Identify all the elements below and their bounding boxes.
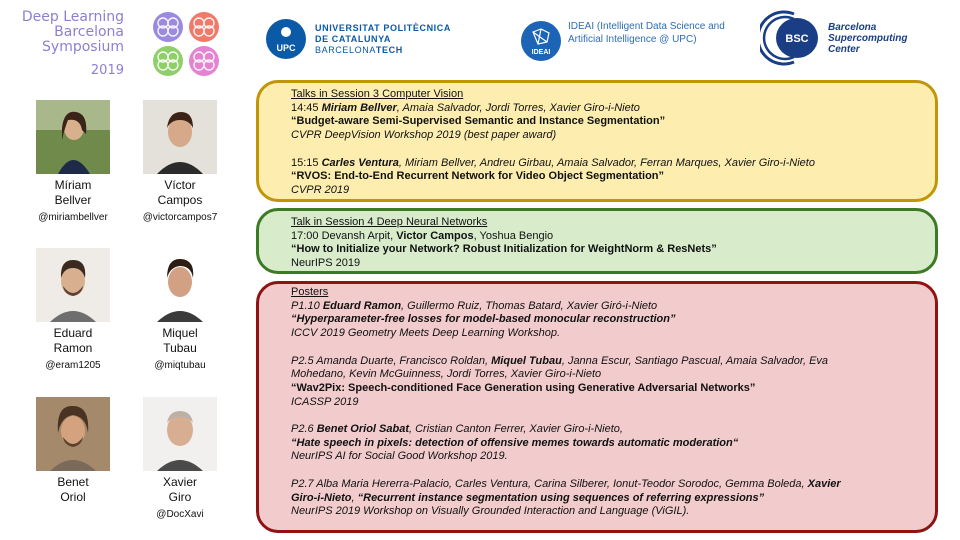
- bsc-line1: Barcelona: [828, 21, 877, 33]
- person-handle: @victorcampos7: [142, 212, 218, 223]
- session-computer-vision: [256, 80, 938, 202]
- ideai-seal-icon: [520, 20, 562, 62]
- person-handle: @miriambellver: [38, 212, 108, 223]
- poster-item: [291, 423, 935, 464]
- person-first-name: Eduard: [53, 326, 93, 340]
- talk-item: [291, 102, 935, 143]
- bsc-rings-icon: [760, 10, 824, 66]
- avatar: [36, 248, 110, 322]
- symposium-logo-icon: [150, 10, 222, 78]
- session-title: Talks in Session 3 Computer Vision: [291, 88, 464, 100]
- person-benet: [23, 397, 123, 505]
- person-first-name: Miquel: [162, 326, 198, 340]
- svg-text:UPC: UPC: [276, 43, 296, 53]
- person-last-name: Oriol: [60, 490, 86, 504]
- person-handle: @eram1205: [45, 360, 101, 371]
- session-title: Posters: [291, 286, 329, 298]
- person-miquel: [130, 248, 230, 372]
- poster-authors: P2.5 Amanda Duarte, Francisco Roldan, Miquel Tubau, Janna Escur, Santiago Pascual, Amaia Salvador, Eva: [291, 354, 829, 367]
- person-first-name: Benet: [57, 475, 89, 489]
- talk-authors: 17:00 Devansh Arpit, Victor Campos, Yoshua Bengio: [291, 229, 554, 242]
- talk-authors: 15:15 Carles Ventura, Miriam Bellver, Andreu Girbau, Amaia Salvador, Ferran Marques, Xavier Giro-i-Nieto: [291, 156, 815, 169]
- person-first-name: Xavier: [162, 475, 197, 489]
- avatar: [143, 248, 217, 322]
- poster-authors: P2.6 Benet Oriol Sabat, Cristian Canton Ferrer, Xavier Giro-i-Nieto,: [291, 423, 623, 435]
- person-last-name: Ramon: [53, 341, 93, 355]
- talk-authors: 14:45 Miriam Bellver, Amaia Salvador, Jordi Torres, Xavier Giro-i-Nieto: [291, 101, 640, 114]
- talk-venue: CVPR 2019: [291, 183, 350, 196]
- upc-line1: UNIVERSITAT POLITÈCNICA: [315, 22, 451, 33]
- session-posters: [256, 281, 938, 533]
- event-title-line3: Symposium: [42, 39, 124, 55]
- avatar: [143, 100, 217, 174]
- avatar: [36, 100, 110, 174]
- event-title: [20, 10, 124, 79]
- talk-venue: NeurIPS 2019: [291, 257, 361, 270]
- upc-line2: DE CATALUNYA: [315, 33, 392, 44]
- event-year: 2019: [90, 63, 124, 78]
- person-miriam: [23, 100, 123, 224]
- bsc-line3: Center: [828, 43, 860, 55]
- bsc-logo: [760, 10, 907, 66]
- person-handle: @miqtubau: [154, 360, 206, 371]
- avatar: [143, 397, 217, 471]
- talk-venue: CVPR DeepVision Workshop 2019 (best paper award): [291, 129, 557, 142]
- poster-authors: P2.7 Alba Maria Hererra-Palacio, Carles Ventura, Carina Silberer, Ionut-Teodor Sorodoc, Gemma Boleda, Xavier: [291, 477, 841, 490]
- poster-title: “Hyperparameter-free losses for model-based monocular reconstruction”: [291, 313, 676, 326]
- ideai-description: IDEAI (Intelligent Data Science and Artificial Intelligence @ UPC): [568, 21, 725, 45]
- person-last-name: Campos: [157, 193, 203, 207]
- upc-line3: BARCELONATECH: [315, 44, 403, 55]
- poster-title: “Wav2Pix: Speech-conditioned Face Generation using Generative Adversarial Networks”: [291, 381, 756, 394]
- person-xavier: [130, 397, 230, 521]
- session-deep-neural-networks: [256, 208, 938, 274]
- poster-item: [291, 355, 935, 410]
- person-eduard: [23, 248, 123, 372]
- talk-title: “Budget-aware Semi-Supervised Semantic and Instance Segmentation”: [291, 115, 666, 128]
- talk-title: “RVOS: End-to-End Recurrent Network for Video Object Segmentation”: [291, 170, 665, 183]
- talk-title: “How to Initialize your Network? Robust Initialization for WeightNorm & ResNets”: [291, 243, 717, 256]
- upc-seal-icon: [265, 18, 307, 60]
- person-last-name: Giro: [168, 490, 192, 504]
- poster-venue: NeurIPS 2019 Workshop on Visually Grounded Interaction and Language (ViGIL).: [291, 505, 690, 518]
- person-first-name: Míriam: [54, 178, 92, 192]
- svg-text:BSC: BSC: [785, 33, 809, 45]
- session-title: Talk in Session 4 Deep Neural Networks: [291, 216, 488, 228]
- person-first-name: Víctor: [164, 178, 196, 192]
- svg-text:IDEAI: IDEAI: [531, 49, 551, 56]
- person-last-name: Tubau: [163, 341, 197, 355]
- ideai-logo: [520, 20, 748, 62]
- avatar: [36, 397, 110, 471]
- talk-item: [291, 157, 935, 198]
- event-title-line2: Barcelona: [54, 24, 124, 40]
- upc-logo: [265, 18, 451, 60]
- poster-item: [291, 300, 935, 341]
- poster-authors-cont: Giro-i-Nieto, “Recurrent instance segmentation using sequences of referring expressions”: [291, 491, 765, 504]
- poster-authors: P1.10 Eduard Ramon, Guillermo Ruiz, Thomas Batard, Xavier Giró-i-Nieto: [291, 299, 658, 312]
- event-title-line1: Deep Learning: [21, 9, 124, 25]
- poster-item: [291, 478, 935, 519]
- poster-authors-cont: Mohedano, Kevin McGuinness, Jordi Torres, Xavier Giro-i-Nieto: [291, 368, 602, 381]
- poster-venue: ICCV 2019 Geometry Meets Deep Learning Workshop.: [291, 327, 561, 340]
- poster-venue: ICASSP 2019: [291, 395, 359, 408]
- person-last-name: Bellver: [54, 193, 92, 207]
- bsc-line2: Supercomputing: [828, 32, 908, 44]
- person-victor: [130, 100, 230, 224]
- person-handle: @DocXavi: [156, 509, 204, 520]
- poster-venue: NeurIPS AI for Social Good Workshop 2019.: [291, 450, 508, 463]
- poster-title: “Hate speech in pixels: detection of offensive memes towards automatic moderation“: [291, 436, 739, 449]
